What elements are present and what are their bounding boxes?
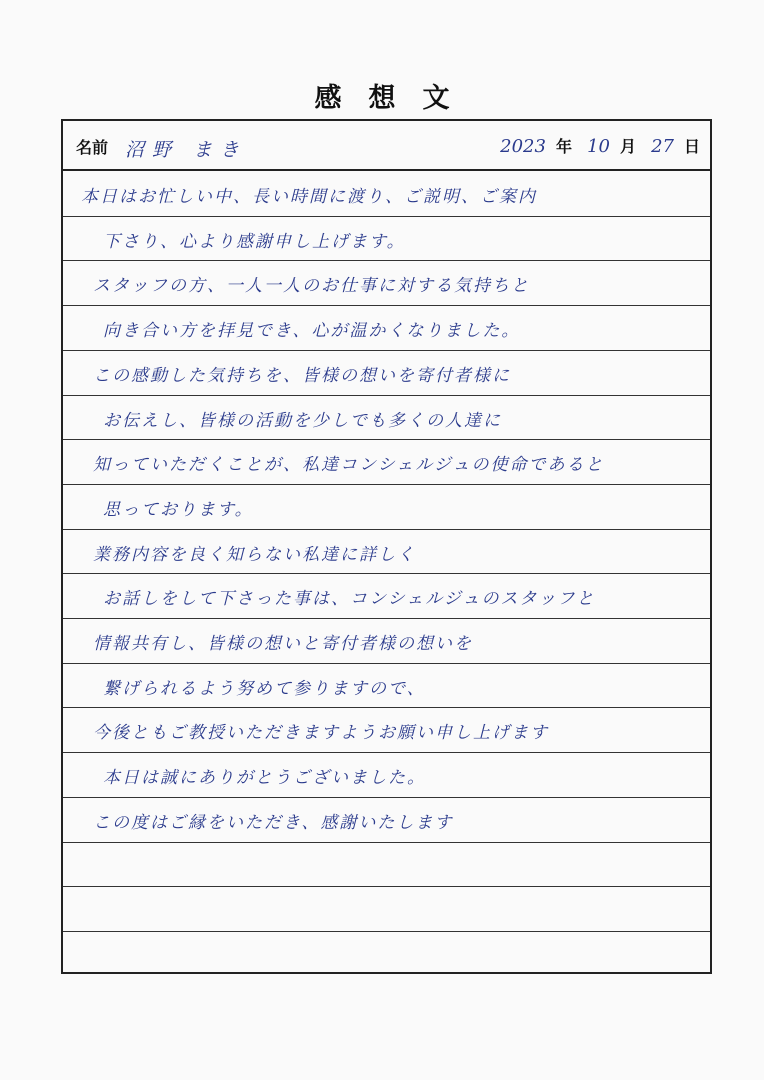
- ruled-line: [63, 216, 710, 217]
- year-label: 年: [555, 137, 572, 156]
- name-value: 沼野 まき: [125, 139, 248, 161]
- name-label: 名前: [76, 138, 109, 157]
- date-field: [490, 134, 700, 157]
- essay-line: お伝えし、皆様の活動を少しでも多くの人達に: [103, 410, 502, 431]
- year-value: 2023: [500, 136, 546, 157]
- ruled-line: [63, 439, 710, 440]
- ruled-line: [63, 305, 710, 306]
- ruled-line: [63, 707, 710, 708]
- essay-line: 今後ともご教授いただきますようお願い申し上げます: [93, 723, 549, 744]
- essay-line: この感動した気持ちを、皆様の想いを寄付者様に: [93, 365, 511, 386]
- month-value: 10: [587, 136, 610, 157]
- day-label: 日: [683, 137, 700, 156]
- ruled-line: [63, 484, 710, 485]
- essay-line: お話しをして下さった事は、コンシェルジュのスタッフと: [103, 589, 596, 610]
- essay-line: 業務内容を良く知らない私達に詳しく: [93, 544, 416, 565]
- ruled-line: [63, 886, 710, 887]
- ruled-line: [63, 395, 710, 396]
- essay-line: スタッフの方、一人一人のお仕事に対する気持ちと: [93, 276, 530, 297]
- ruled-line: [63, 842, 710, 843]
- ruled-line: [63, 573, 710, 574]
- day-value: 27: [651, 136, 674, 157]
- essay-line: 繋げられるよう努めて参りますので、: [103, 678, 426, 699]
- essay-line: この度はご縁をいただき、感謝いたします: [93, 812, 454, 833]
- ruled-line: [63, 663, 710, 664]
- essay-line: 本日は誠にありがとうございました。: [103, 768, 426, 789]
- essay-line: 本日はお忙しい中、長い時間に渡り、ご説明、ご案内: [81, 187, 537, 207]
- ruled-line: [63, 260, 710, 261]
- ruled-line: [63, 529, 710, 530]
- ruled-line: [63, 931, 710, 932]
- essay-line: 情報共有し、皆様の想いと寄付者様の想いを: [93, 634, 473, 654]
- month-label: 月: [619, 137, 636, 156]
- essay-line: 知っていただくことが、私達コンシェルジュの使命であると: [93, 455, 605, 476]
- header-row: [63, 121, 710, 171]
- ruled-line: [63, 752, 710, 753]
- essay-line: 下さり、心より感謝申し上げます。: [103, 231, 406, 252]
- ruled-line: [63, 797, 710, 798]
- page-title: 感 想 文: [314, 83, 450, 114]
- ruled-line: [63, 618, 710, 619]
- essay-line: 向き合い方を拝見でき、心が温かくなりました。: [103, 321, 521, 342]
- essay-line: 思っております。: [103, 499, 254, 520]
- ruled-line: [63, 350, 710, 351]
- essay-sheet: [61, 119, 712, 974]
